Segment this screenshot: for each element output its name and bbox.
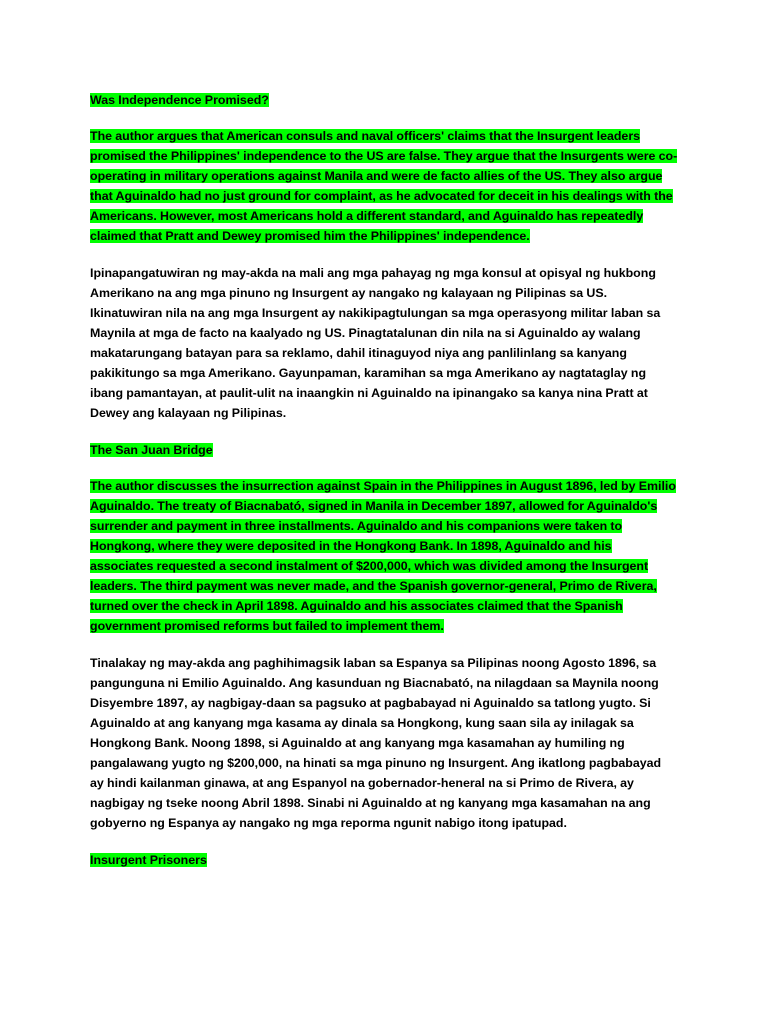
highlighted-heading: The San Juan Bridge [90,443,213,457]
paragraph-text: Ipinapangatuwiran ng may-akda na mali ang mga pahayag ng mga konsul at opisyal ng hukbong Amerikano na ang mga pinuno ng Insurgent ay nangako ng kalayaan ng Pilipinas sa US. Ikinatuwiran nila na ang mga Insurgent ay nakikipagtulungan sa mga operasyong militar laban sa Maynila at mga de facto na kaalyado ng US. Pinagtatalunan din nila na si Aguinaldo ay walang makatarungang batayan para sa reklamo, dahil itinaguyod niya ang panlilinlang sa kanyang pakikitungo sa mga Amerikano. Gayunpaman, karamihan sa mga Amerikano ay nagtataglay ng ibang pamantayan, at paulit-ulit na inaangkin ni Aguinaldo na ipinangako sa kanya nina Pratt at Dewey ang kalayaan ng Pilipinas. [90,266,661,420]
highlighted-heading: Was Independence Promised? [90,93,269,107]
tagalog-translation-paragraph [90,263,678,423]
section-heading-independence [90,90,678,110]
document-page [90,90,678,886]
highlighted-text: The author argues that American consuls and naval officers' claims that the Insurgent leaders promised the Philippines' independence to the US are false. They argue that the Insurgents were co-operating in military operations against Manila and were de facto allies of the US. They also argue that Aguinaldo had no just ground for complaint, as he advocated for deceit in his dealings with the Americans. However, most Americans hold a different standard, and Aguinaldo has repeatedly claimed that Pratt and Dewey promised him the Philippines' independence. [90,129,678,243]
tagalog-translation-paragraph [90,653,678,833]
highlighted-heading: Insurgent Prisoners [90,853,207,867]
section-heading-san-juan-bridge [90,440,678,460]
english-summary-paragraph [90,126,678,246]
english-summary-paragraph [90,476,678,636]
highlighted-text: The author discusses the insurrection against Spain in the Philippines in August 1896, led by Emilio Aguinaldo. The treaty of Biacnabató, signed in Manila in December 1897, allowed for Aguinaldo's surrender and payment in three installments. Aguinaldo and his companions were taken to Hongkong, where they were deposited in the Hongkong Bank. In 1898, Aguinaldo and his associates requested a second instalment of $200,000, which was divided among the Insurgent leaders. The third payment was never made, and the Spanish governor-general, Primo de Rivera, turned over the check in April 1898. Aguinaldo and his associates claimed that the Spanish government promised reforms but failed to implement them. [90,479,676,633]
paragraph-text: Tinalakay ng may-akda ang paghihimagsik laban sa Espanya sa Pilipinas noong Agosto 1896, sa pangunguna ni Emilio Aguinaldo. Ang kasunduan ng Biacnabató, na nilagdaan sa Maynila noong Disyembre 1897, ay nagbigay-daan sa pagsuko at pagbabayad ni Aguinaldo sa tatlong yugto. Si Aguinaldo at ang kanyang mga kasama ay dinala sa Hongkong, kung saan sila ay inilagak sa Hongkong Bank. Noong 1898, si Aguinaldo at ang kanyang mga kasamahan ay humiling ng pangalawang yugto ng $200,000, na hinati sa mga pinuno ng Insurgent. Ang ikatlong pagbabayad ay hindi kailanman ginawa, at ang Espanyol na gobernador-heneral na si Primo de Rivera, ay nagbigay ng tseke noong Abril 1898. Sinabi ni Aguinaldo at ng kanyang mga kasamahan na ang gobyerno ng Espanya ay nangako ng mga reporma ngunit nabigo itong ipatupad. [90,656,662,830]
section-heading-insurgent-prisoners [90,850,678,870]
